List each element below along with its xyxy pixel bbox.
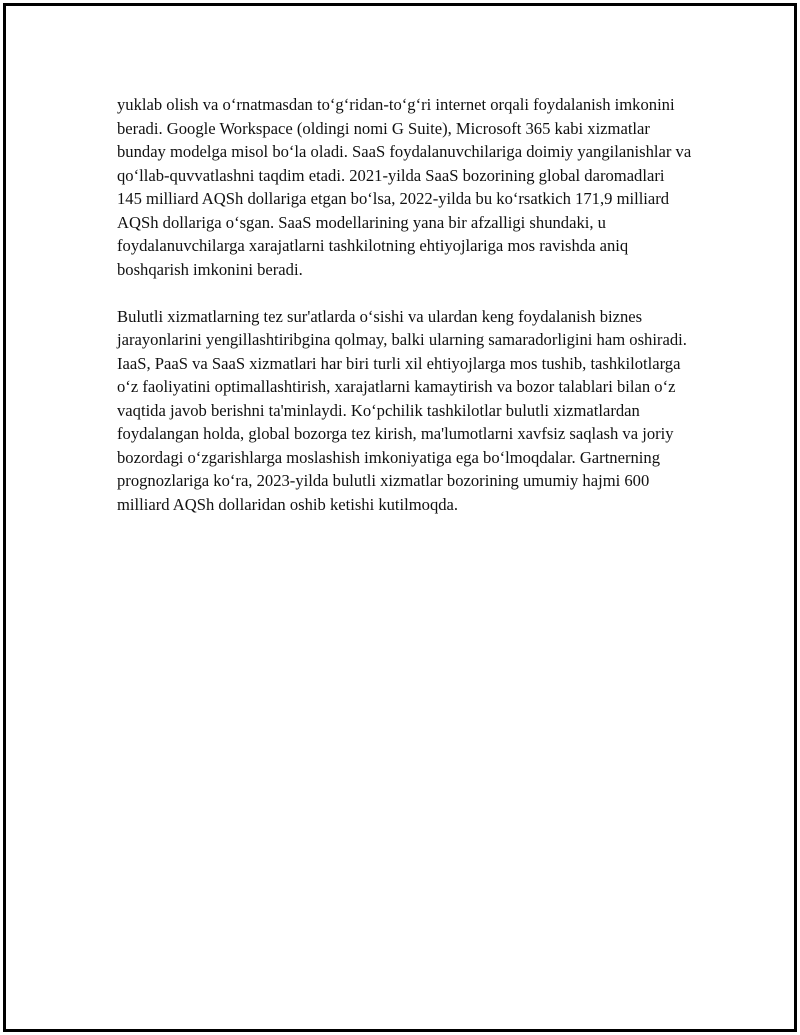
paragraph-1: yuklab olish va o‘rnatmasdan to‘g‘ridan-to‘g‘ri internet orqali foydalanish imkonini beradi. Google Workspace (oldingi nomi G Suite), Microsoft 365 kabi xizmatlar bunday modelga misol bo‘la oladi. SaaS foydalanuvchilariga doimiy yangilanishlar va qo‘llab-quvvatlashni taqdim etadi. 2021-yilda SaaS bozorining global daromadlari 145 milliard AQSh dollariga etgan bo‘lsa, 2022-yilda bu ko‘rsatkich 171,9 milliard AQSh dollariga o‘sgan. SaaS modellarining yana bir afzalligi shundaki, u foydalanuvchilarga xarajatlarni tashkilotning ehtiyojlariga mos ravishda aniq boshqarish imkonini beradi. [117, 95, 692, 279]
document-body [117, 93, 692, 516]
paragraph-2: Bulutli xizmatlarning tez sur'atlarda o‘sishi va ulardan keng foydalanish biznes jarayonlarini yengillashtiribgina qolmay, balki ularning samaradorligini ham oshiradi. IaaS, PaaS va SaaS xizmatlari har biri turli xil ehtiyojlarga mos tushib, tashkilotlarga o‘z faoliyatini optimallashtirish, xarajatlarni kamaytirish va bozor talablari bilan o‘z vaqtida javob berishni ta'minlaydi. Ko‘pchilik tashkilotlar bulutli xizmatlardan foydalangan holda, global bozorga tez kirish, ma'lumotlarni xavfsiz saqlash va joriy bozordagi o‘zgarishlarga moslashish imkoniyatiga ega bo‘lmoqdalar. Gartnerning prognozlariga ko‘ra, 2023-yilda bulutli xizmatlar bozorining umumiy hajmi 600 milliard AQSh dollaridan oshib ketishi kutilmoqda. [117, 306, 687, 514]
